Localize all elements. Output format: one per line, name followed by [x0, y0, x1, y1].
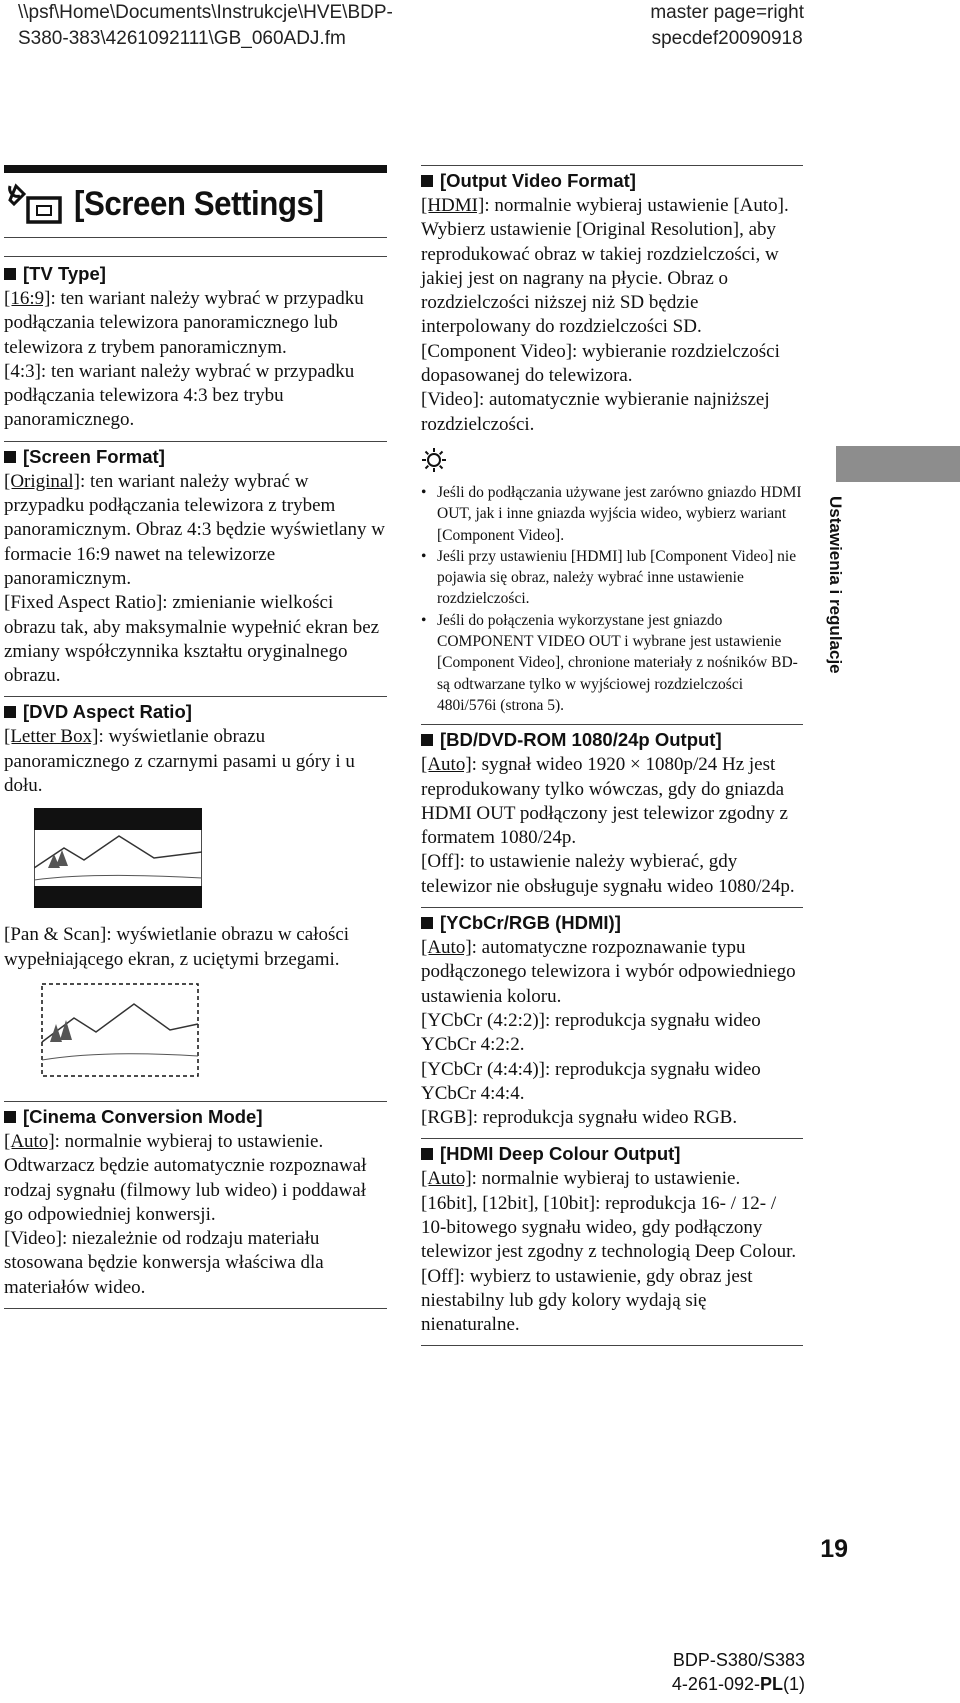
option-description: : normalnie wybieraj to ustawienie. — [471, 1168, 741, 1190]
section-screen-format — [4, 441, 387, 689]
option-paragraph — [4, 1130, 387, 1227]
section-heading: [Screen Format] — [23, 445, 165, 467]
footer-code — [672, 1672, 805, 1696]
tips-list — [421, 482, 803, 716]
chapter-label-text: Ustawienia i regulacje — [826, 496, 845, 674]
option-paragraph — [421, 936, 803, 1009]
tip-text: Jeśli do połączenia wykorzystane jest gniazdo COMPONENT VIDEO OUT i wybrane jest ustawienie [Component Video], chronione materiały z nośników BD-są odtwarzane tylko w wyjściowej rozdzielczości 480i/576i (strona 5). — [437, 611, 798, 714]
black-square-icon — [421, 175, 433, 187]
screen-settings-icon — [6, 182, 64, 226]
tip-item: • Jeśli przy ustawieniu [HDMI] lub [Component Video] nie pojawia się obraz, należy wybrać inne ustawienie rozdzielczości. — [421, 547, 797, 608]
option-paragraph: [YCbCr (4:2:2)]: reprodukcja sygnału wideo YCbCr 4:2:2. — [421, 1009, 761, 1056]
option-description: : sygnał wideo 1920 × 1080p/24 Hz jest reprodukowany tylko wówczas, gdy do gniazda HDMI OUT podłączony jest telewizor zgodny z formatem 1080/24p. — [421, 754, 788, 849]
option-description: : normalnie wybieraj to ustawienie. Odtwarzacz będzie automatycznie rozpoznawał rodzaj sygnału (filmowy lub wideo) i poddawał go odpowiedniej konwersji. — [4, 1130, 367, 1225]
option-paragraph: Wybierz ustawienie [Original Resolution], aby reprodukować obraz w takiej rozdzielczości, w jakiej jest on nagrany na płycie. Obraz o rozdzielczości niższej niż SD będzie interpolowany do rozdzielczości SD. — [421, 219, 779, 338]
section-heading: [BD/DVD-ROM 1080/24p Output] — [440, 729, 722, 751]
right-column — [421, 165, 803, 1346]
default-option: [Original] — [4, 470, 80, 492]
chapter-side-label — [818, 496, 854, 676]
option-paragraph: [16bit], [12bit], [10bit]: reprodukcja 16- / 12- / 10-bitowego sygnału wideo, gdy podłączony telewizor jest zgodny z technologią Deep Colour. — [421, 1192, 797, 1263]
section-hdmi-deep-colour — [421, 1138, 803, 1337]
header-master-line1: master page=right — [650, 2, 804, 23]
option-paragraph: [Video]: automatycznie wybieranie najniższej rozdzielczości. — [421, 389, 770, 435]
section-heading: [Cinema Conversion Mode] — [23, 1105, 263, 1127]
black-square-icon — [421, 1148, 433, 1160]
option-description: : ten wariant należy wybrać w przypadku podłączania telewizora z trybem panoramicznym. Obraz 4:3 będzie wyświetlany w formacie 16:9 nawet na telewizorze panoramicznym. — [4, 470, 385, 589]
section-ycbcr-rgb — [421, 907, 803, 1130]
section-tv-type — [4, 238, 387, 433]
tip-item: • Jeśli do połączenia wykorzystane jest gniazdo COMPONENT VIDEO OUT i wybrane jest ustawienie [Component Video], chronione materiały z nośników BD-są odtwarzane tylko w wyjściowej rozdzielczości 480i/576i (strona 5). — [421, 611, 798, 714]
option-paragraph — [421, 753, 803, 850]
default-option: [Auto] — [421, 754, 472, 776]
file-path-header — [18, 0, 393, 52]
pan-scan-illustration — [34, 982, 206, 1078]
header-master-line2: specdef20090918 — [651, 28, 803, 49]
option-paragraph — [4, 725, 387, 798]
letterbox-illustration — [34, 808, 202, 908]
left-column — [4, 165, 387, 1309]
master-page-header — [650, 0, 804, 52]
default-option: [HDMI] — [421, 195, 485, 216]
section-heading: [YCbCr/RGB (HDMI)] — [440, 912, 621, 934]
tip-text: Jeśli do podłączania używane jest zarówno gniazdo HDMI OUT, jak i inne gniazda wyjścia wideo, wybierz wariant [Component Video]. — [437, 483, 802, 544]
option-paragraph: [Video]: niezależnie od rodzaju materiału stosowana będzie konwersja właściwa dla materiałów wideo. — [4, 1228, 324, 1298]
footer-model-info — [672, 1648, 805, 1696]
chapter-tab — [836, 446, 960, 482]
default-option: [Auto] — [421, 937, 472, 959]
page-title: [Screen Settings] — [74, 184, 324, 223]
section-bd-dvd-1080-24p — [421, 724, 803, 899]
option-paragraph: [YCbCr (4:4:4)]: reprodukcja sygnału wideo YCbCr 4:4:4. — [421, 1058, 761, 1104]
option-paragraph: [Component Video]: wybieranie rozdzielczości dopasowanej do telewizora. — [421, 340, 780, 387]
page-number: 19 — [820, 1535, 848, 1563]
black-square-icon — [4, 451, 16, 463]
option-paragraph — [421, 194, 803, 218]
black-square-icon — [4, 706, 16, 718]
tip-text: Jeśli przy ustawieniu [HDMI] lub [Component Video] nie pojawia się obraz, należy wybrać inne ustawienie rozdzielczości. — [437, 547, 797, 608]
option-description: : ten wariant należy wybrać w przypadku podłączania telewizora panoramicznego lub telewizora z trybem panoramicznym. — [4, 288, 364, 358]
section-dvd-aspect-ratio — [4, 696, 387, 1092]
tips-box — [421, 445, 803, 716]
option-description: : wyświetlanie obrazu panoramicznego z czarnymi pasami u góry i u dołu. — [4, 726, 355, 797]
footer-code-lang: PL — [759, 1674, 783, 1694]
black-square-icon — [4, 1111, 16, 1123]
option-paragraph: [Off]: to ustawienie należy wybierać, gdy telewizor nie obsługuje sygnału wideo 1080/24p. — [421, 851, 795, 897]
page-title-row — [4, 173, 387, 238]
default-option: [Auto] — [4, 1130, 55, 1152]
column-end-rule — [4, 1308, 387, 1309]
default-option: [Letter Box] — [4, 726, 99, 748]
footer-model: BDP-S380/S383 — [672, 1650, 805, 1670]
black-square-icon — [4, 268, 16, 280]
section-cinema-conversion — [4, 1101, 387, 1300]
footer-code-prefix: 4-261-092- — [671, 1674, 760, 1694]
black-square-icon — [421, 917, 433, 929]
option-paragraph: [Fixed Aspect Ratio]: zmienianie wielkości obrazu tak, aby maksymalnie wypełnić ekran bez zmiany współczynnika kształtu oryginalnego obrazu. — [4, 592, 380, 687]
lightbulb-hint-icon — [421, 447, 447, 473]
option-paragraph: [Off]: wybierz to ustawienie, gdy obraz jest niestabilny lub gdy kolory wydają się nienaturalne. — [421, 1265, 753, 1336]
header-path-line2: S380-383\4261092111\GB_060ADJ.fm — [18, 28, 346, 49]
default-option: [16:9] — [4, 288, 51, 309]
option-paragraph — [4, 470, 387, 591]
option-description: : automatyczne rozpoznawanie typu podłączonego telewizora i wybór odpowiedniego ustawienia koloru. — [421, 937, 796, 1007]
default-option: [Auto] — [421, 1168, 472, 1190]
black-square-icon — [421, 734, 433, 746]
option-paragraph: [4:3]: ten wariant należy wybrać w przypadku podłączania telewizora 4:3 bez trybu panoramicznego. — [4, 360, 355, 431]
option-description: : normalnie wybieraj ustawienie [Auto]. — [484, 195, 789, 216]
section-output-video-format — [421, 165, 803, 716]
tip-item: • Jeśli do podłączania używane jest zarówno gniazdo HDMI OUT, jak i inne gniazda wyjścia wideo, wybierz wariant [Component Video]. — [421, 483, 802, 544]
option-paragraph — [421, 1167, 803, 1191]
footer-code-suffix: (1) — [783, 1674, 805, 1694]
section-heading: [DVD Aspect Ratio] — [23, 701, 192, 723]
section-heading: [HDMI Deep Colour Output] — [440, 1143, 681, 1165]
section-heading: [TV Type] — [23, 263, 106, 284]
option-paragraph: [Pan & Scan]: wyświetlanie obrazu w całości wypełniającego ekran, z uciętymi brzegami. — [4, 924, 350, 970]
header-path-line1: \\psf\Home\Documents\Instrukcje\HVE\BDP- — [18, 2, 393, 23]
column-end-rule — [421, 1345, 803, 1346]
option-paragraph: [RGB]: reprodukcja sygnału wideo RGB. — [421, 1107, 738, 1129]
section-heading: [Output Video Format] — [440, 170, 636, 191]
option-paragraph — [4, 287, 387, 360]
